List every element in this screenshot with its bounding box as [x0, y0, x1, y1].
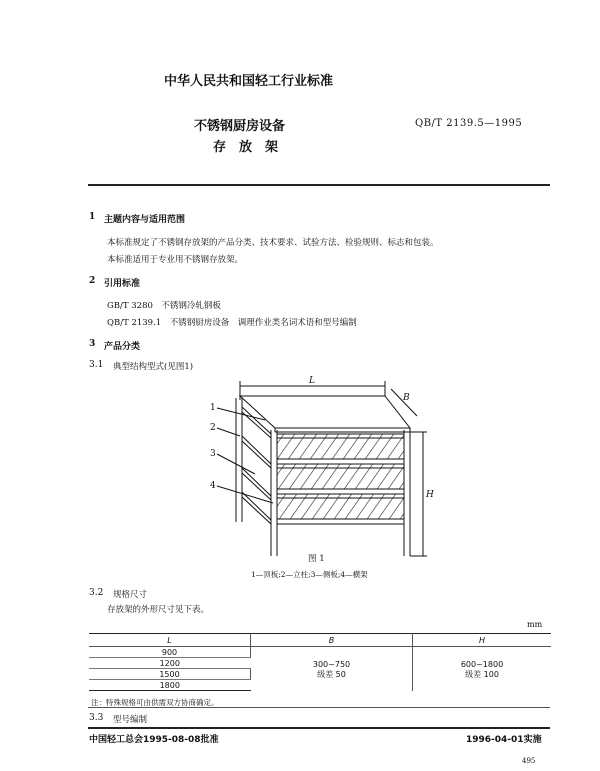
cell-L: 1500 [89, 669, 251, 680]
section-3-2-title: 规格尺寸 [113, 590, 148, 600]
header-divider [88, 184, 550, 186]
section-1-paragraph-2: 本标准适用于专业用不锈钢存放架。 [107, 255, 244, 265]
document-title: 不锈钢厨房设备 [194, 119, 286, 134]
section-3-number: 3 [89, 339, 96, 349]
document-subtitle: 存 放 架 [213, 140, 279, 155]
figure-legend: 1—顶板;2—立柱;3—侧板;4—横架 [251, 570, 368, 579]
cell-B-step: 级差 50 [251, 669, 413, 691]
standard-number: QB/T 2139.5—1995 [415, 118, 523, 129]
table-unit: mm [527, 620, 543, 629]
section-3-2-text: 存放架的外形尺寸见下表。 [107, 605, 210, 615]
callout-3: 3 [210, 449, 216, 459]
callout-4: 4 [210, 481, 216, 491]
dimension-H-label: H [426, 490, 434, 500]
cell-L: 1800 [89, 680, 251, 691]
section-3-title: 产品分类 [104, 342, 141, 352]
section-3-2-number: 3.2 [89, 588, 104, 598]
section-3-1-number: 3.1 [89, 360, 104, 370]
section-3-3-title: 型号编制 [113, 715, 148, 725]
section-3-3-number: 3.3 [89, 713, 104, 723]
table-row [89, 647, 551, 658]
standard-category: 中华人民共和国轻工行业标准 [164, 74, 334, 89]
table-row [89, 669, 551, 680]
callout-2: 2 [210, 423, 216, 433]
table-note: 注：特殊规格可由供需双方协商确定。 [91, 698, 219, 707]
dimension-L-label: L [309, 376, 315, 386]
effective-date: 1996-04-01实施 [466, 735, 542, 745]
section-1-title: 主题内容与适用范围 [104, 215, 186, 225]
header-L: L [89, 634, 251, 647]
header-H: H [413, 634, 552, 647]
cell-H-range: 600~1800 [460, 659, 504, 669]
cell-B-range: 300~750 [251, 647, 413, 669]
dimensions-table [89, 633, 551, 691]
note-divider [88, 707, 550, 708]
header-B: B [251, 634, 413, 647]
shelf-diagram [195, 372, 445, 572]
dimension-B-label: B [403, 393, 410, 403]
footer-divider [88, 727, 550, 729]
section-2-title: 引用标准 [104, 279, 141, 289]
page-number: 495 [522, 757, 536, 765]
section-1-paragraph-1: 本标准规定了不锈钢存放架的产品分类、技术要求、试验方法、检验规则、标志和包装。 [107, 238, 439, 248]
cell-H-step: 级差 100 [465, 669, 499, 679]
reference-1: GB/T 3280 不锈钢冷轧钢板 [107, 301, 221, 311]
cell-L: 900 [89, 647, 251, 658]
approval-date: 中国轻工总会1995-08-08批准 [89, 735, 219, 745]
callout-1: 1 [210, 403, 216, 413]
section-1-number: 1 [89, 212, 96, 222]
cell-L: 1200 [89, 658, 251, 669]
figure-caption: 图 1 [308, 554, 325, 564]
section-3-1-title: 典型结构型式(见图1) [113, 362, 194, 372]
reference-2: QB/T 2139.1 不锈钢厨房设备 调理作业类名词术语和型号编制 [107, 318, 357, 328]
section-2-number: 2 [89, 276, 96, 286]
